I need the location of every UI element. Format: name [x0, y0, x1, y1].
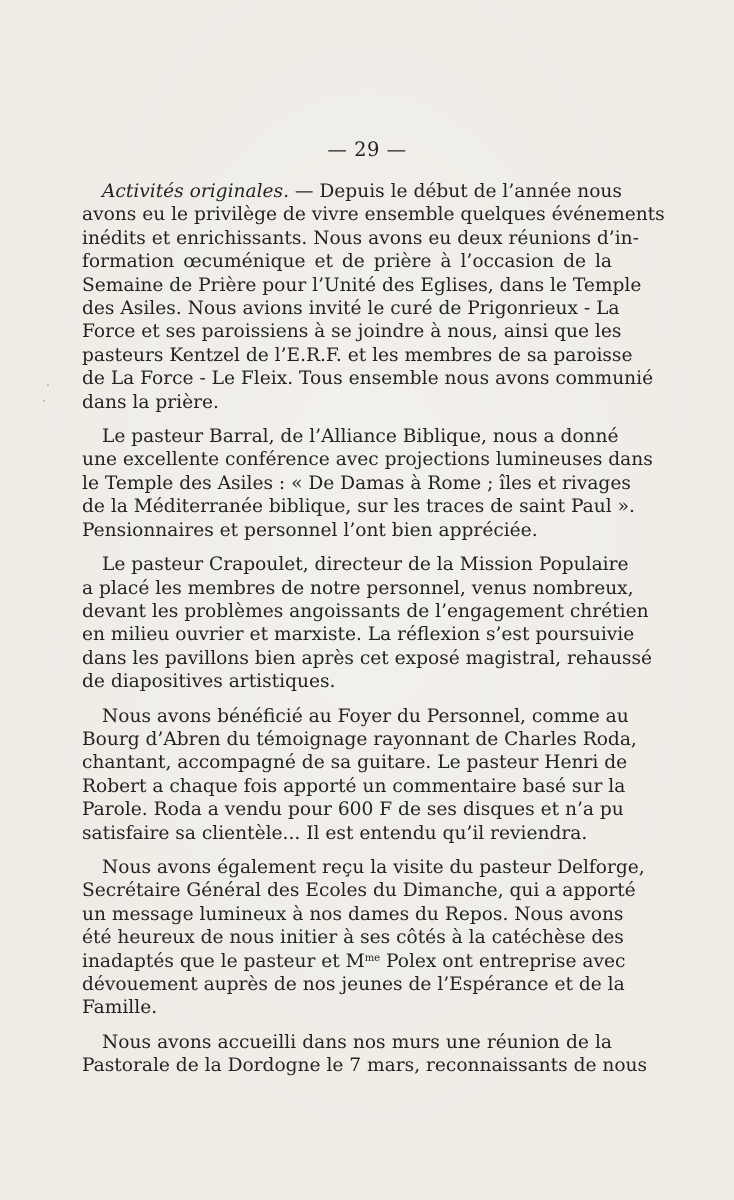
- text-line: un message lumineux à nos dames du Repos. Nous avons: [82, 903, 624, 925]
- text-line: Le pasteur Crapoulet, directeur de la Mission Populaire: [102, 554, 629, 576]
- text-line: inédits et enrichissants. Nous avons eu deux réunions d’in-: [82, 227, 639, 249]
- paper-speck: [47, 384, 49, 386]
- paragraph: [82, 705, 637, 845]
- paragraph: [82, 553, 653, 693]
- text-line: dans les pavillons bien après cet exposé magistral, rehaussé: [82, 647, 653, 669]
- text-line: Famille.: [82, 997, 158, 1019]
- text-line: devant les problèmes angoissants de l’engagement chrétien: [82, 600, 649, 622]
- text-line: avons eu le privilège de vivre ensemble quelques événements: [82, 204, 665, 226]
- text-line: Robert a chaque fois apporté un commentaire basé sur la: [82, 775, 626, 797]
- text-segment: — Depuis le début de l’année nous: [288, 181, 622, 202]
- text-line: Parole. Roda a vendu pour 600 F de ses disques et n’a pu: [82, 799, 624, 821]
- text-line: [82, 180, 622, 203]
- text-line: été heureux de nous initier à ses côtés à la catéchèse des: [82, 927, 624, 949]
- body-text: [82, 180, 665, 1089]
- text-line: satisfaire sa clientèle... Il est entendu qu’il reviendra.: [82, 822, 588, 844]
- text-line: Pastorale de la Dordogne le 7 mars, reconnaissants de nous: [82, 1055, 648, 1077]
- text-line: formation œcuménique et de prière à l’occasion de la: [82, 251, 612, 273]
- text-line: Le pasteur Barral, de l’Alliance Biblique, nous a donné: [102, 426, 619, 448]
- paragraph: [82, 856, 645, 1020]
- text-segment: inadaptés que le pasteur et M: [82, 950, 365, 972]
- text-segment: Polex ont entreprise avec: [380, 950, 626, 972]
- superscript: me: [364, 952, 381, 964]
- text-line: Pensionnaires et personnel l’ont bien appréciée.: [82, 519, 538, 541]
- paragraph: [82, 1031, 648, 1078]
- text-line: Nous avons également reçu la visite du pasteur Delforge,: [102, 856, 645, 878]
- text-line: de La Force - Le Fleix. Tous ensemble nous avons communié: [82, 368, 654, 390]
- text-line: Secrétaire Général des Ecoles du Dimanche, qui a apporté: [82, 880, 636, 902]
- paragraph: [82, 425, 653, 542]
- paragraph: [82, 180, 665, 414]
- text-line: dans la prière.: [82, 391, 219, 413]
- text-line: Nous avons accueilli dans nos murs une réunion de la: [102, 1031, 612, 1053]
- page-number: — 29 —: [327, 138, 407, 161]
- text-line: Bourg d’Abren du témoignage rayonnant de Charles Roda,: [82, 728, 637, 750]
- text-line: le Temple des Asiles : « De Damas à Rome ; îles et rivages: [82, 472, 631, 494]
- text-line: pasteurs Kentzel de l’E.R.F. et les membres de sa paroisse: [82, 344, 633, 366]
- text-line: des Asiles. Nous avions invité le curé de Prigonrieux - La: [82, 298, 620, 320]
- text-line: [82, 950, 626, 973]
- text-line: Force et ses paroissiens à se joindre à nous, ainsi que les: [82, 321, 622, 343]
- text-line: Semaine de Prière pour l’Unité des Eglises, dans le Temple: [82, 274, 642, 296]
- paper-speck: [43, 400, 45, 402]
- text-line: Nous avons bénéficié au Foyer du Personnel, comme au: [102, 705, 629, 727]
- text-line: de la Méditerranée biblique, sur les traces de saint Paul ».: [82, 496, 635, 518]
- text-line: une excellente conférence avec projections lumineuses dans: [82, 449, 653, 471]
- text-line: a placé les membres de notre personnel, venus nombreux,: [82, 577, 634, 599]
- text-line: dévouement auprès de nos jeunes de l’Espérance et de la: [82, 974, 625, 995]
- text-line: en milieu ouvrier et marxiste. La réflexion s’est poursuivie: [82, 624, 635, 646]
- text-line: de diapositives artistiques.: [82, 671, 336, 693]
- section-title: Activités originales.: [102, 181, 289, 202]
- text-line: chantant, accompagné de sa guitare. Le pasteur Henri de: [82, 752, 628, 774]
